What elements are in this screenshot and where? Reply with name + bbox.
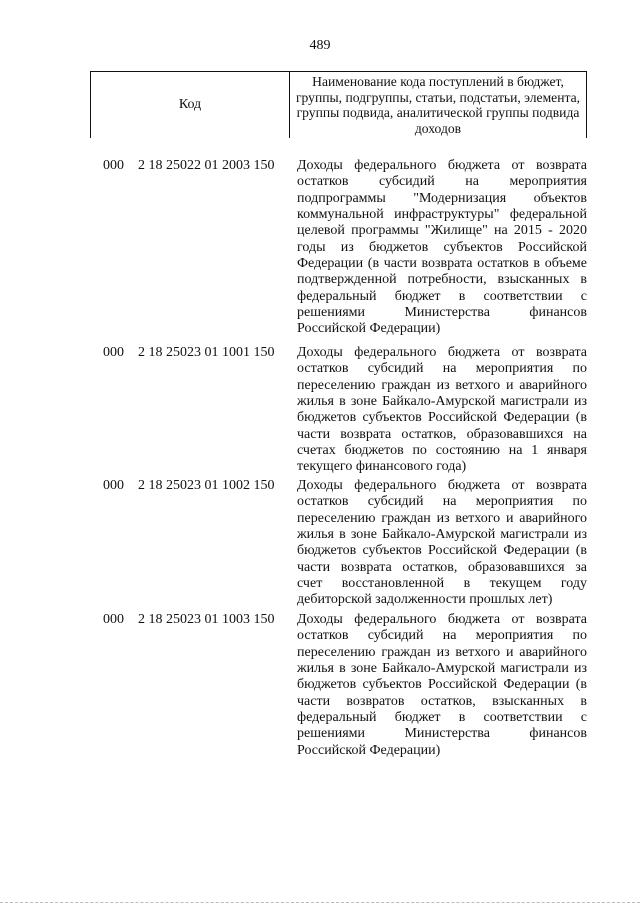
admin-code: 000 [103,158,124,173]
scan-edge-line [0,902,640,903]
admin-code: 000 [103,345,124,360]
header-name-column: Наименование кода поступлений в бюджет, группы, подгруппы, статьи, подстатьи, элемента, группы подвида, аналитической группы подвида доходов [295,74,581,136]
header-code-column: Код [91,72,290,138]
revenue-code: 2 18 25023 01 1003 150 [138,612,275,627]
revenue-description: Доходы федерального бюджета от возврата остатков субсидий на мероприятия по переселению граждан из ветхого и аварийного жилья в зоне Байкало-Амурской магистрали из бюджетов субъектов Российской Федерации (в части возврата остатков, образовавшихся за счет восстановленной в текущем году дебиторской задолженности прошлых лет) [297,478,587,608]
revenue-code: 2 18 25023 01 1001 150 [138,345,275,360]
admin-code: 000 [103,612,124,627]
admin-code: 000 [103,478,124,493]
revenue-code: 2 18 25023 01 1002 150 [138,478,275,493]
revenue-description: Доходы федерального бюджета от возврата остатков субсидий на мероприятия подпрограммы "Модернизация объектов коммунальной инфраструктуры" федеральной целевой программы "Жилище" на 2015 - 2020 годы из бюджетов субъектов Российской Федерации (в части возврата остатков в объеме подтвержденной потребности, взысканных в федеральный бюджет в соответствии с решениями Министерства финансов Российской Федерации) [297,158,587,337]
revenue-description: Доходы федерального бюджета от возврата остатков субсидий на мероприятия по переселению граждан из ветхого и аварийного жилья в зоне Байкало-Амурской магистрали из бюджетов субъектов Российской Федерации (в части возврата остатков, образовавшихся на счетах бюджетов по состоянию на 1 января текущего финансового года) [297,345,587,475]
revenue-code: 2 18 25022 01 2003 150 [138,158,275,173]
revenue-description: Доходы федерального бюджета от возврата остатков субсидий на мероприятия по переселению граждан из ветхого и аварийного жилья в зоне Байкало-Амурской магистрали из бюджетов субъектов Российской Федерации (в части возвратов остатков, взысканных в федеральный бюджет в соответствии с решениями Министерства финансов Российской Федерации) [297,612,587,758]
table-header [90,71,587,138]
page-number: 489 [309,38,331,53]
